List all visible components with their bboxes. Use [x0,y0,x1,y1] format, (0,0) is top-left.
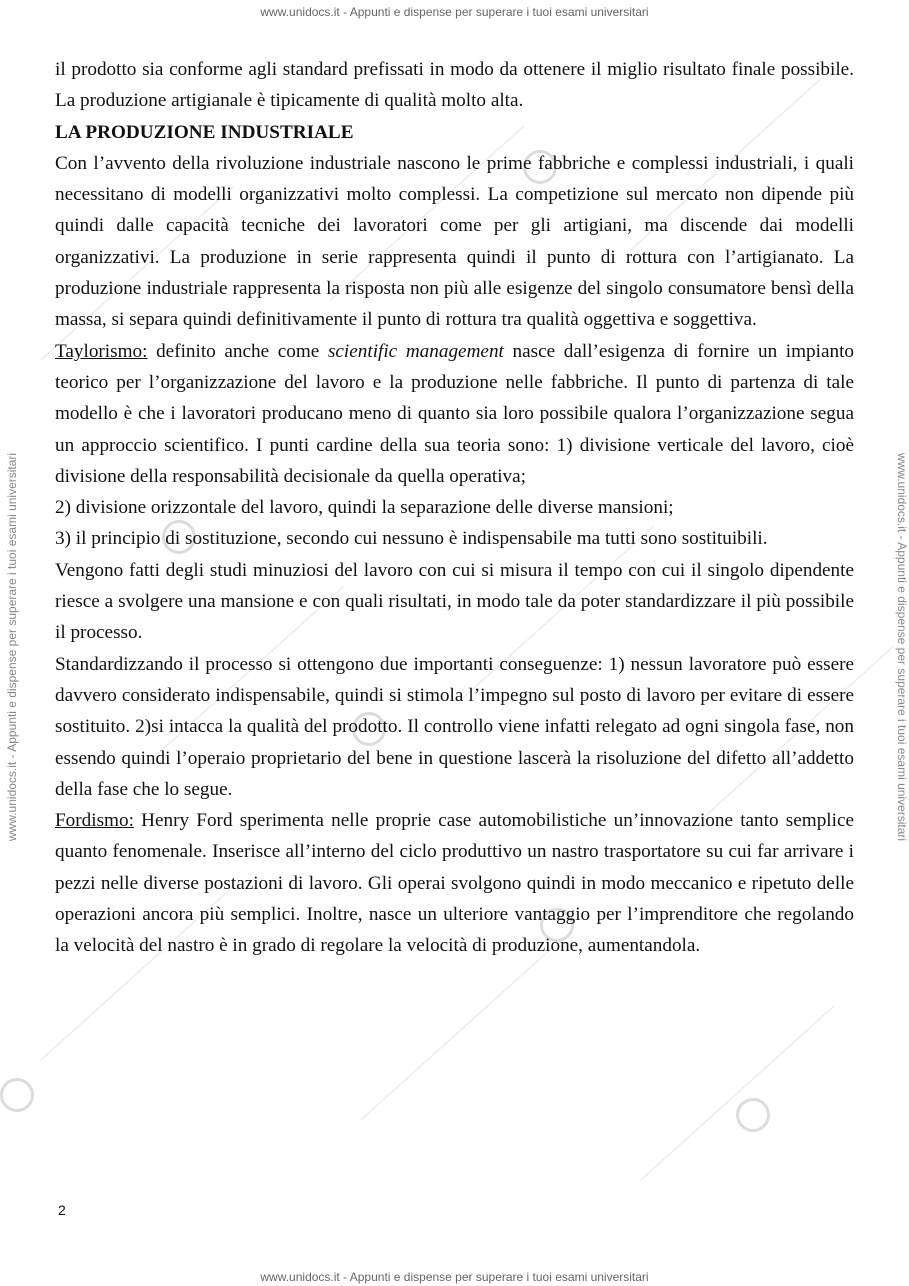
industrial-paragraph: Con l’avvento della rivoluzione industriale nascono le prime fabbriche e complessi industriali, i quali necessitano di modelli organizzativi molto complessi. La competizione sul mercato non dipende più quindi dalle capacità tecniche dei lavoratori come per gli artigiani, ma discende dai modelli organizzativi. La produzione in serie rappresenta quindi il punto di rottura con l’artigianato. La produzione industriale rappresenta la risposta non più alle esigenze del singolo consumatore bensì della massa, si separa quindi definitivamente il punto di rottura tra qualità oggettiva e soggettiva. [55,152,854,331]
watermark-left: www.unidocs.it - Appunti e dispense per superare i tuoi esami universitari [5,452,19,842]
section-heading: LA PRODUZIONE INDUSTRIALE [55,121,354,143]
taylorism-italic: scientific management [327,340,504,362]
document-body [55,54,854,962]
standardization-paragraph: Standardizzando il processo si ottengono due importanti conseguenze: 1) nessun lavoratore può essere davvero considerato indispensabile, quindi si stimola l’impegno sul posto di lavoro per evitare di essere sostituito. 2)si intacca la qualità del prodotto. Il controllo viene infatti relegato ad ogni singola fase, non essendo quindi l’operaio proprietario del bene in questione lascerà la risoluzione del difetto all’addetto della fase che lo segue. [55,653,854,800]
fordism-text: Henry Ford sperimenta nelle proprie case automobilistiche un’innovazione tanto semplice quanto fenomenale. Inserisce all’interno del ciclo produttivo un nastro trasportatore su cui far arrivare i pezzi nelle diverse postazioni di lavoro. Gli operai svolgono quindi in modo meccanico e ripetuto delle operazioni ancora più semplici. Inoltre, nasce un ulteriore vantaggio per l’imprenditore che regolando la velocità del nastro è in grado di regolare la velocità di produzione, aumentandola. [55,810,854,957]
point-three: 3) il principio di sostituzione, secondo cui nessuno è indispensabile ma tutti sono sostituibili. [55,528,768,550]
taylorism-paragraph [55,336,854,492]
fordism-paragraph [55,805,854,961]
taylorism-text-a: definito anche come [147,340,328,362]
unidocs-logo-icon [0,1078,34,1112]
watermark-footer: www.unidocs.it - Appunti e dispense per superare i tuoi esami universitari [260,1270,649,1284]
page-number: 2 [58,1202,66,1218]
point-two: 2) divisione orizzontale del lavoro, quindi la separazione delle diverse mansioni; [55,497,674,519]
watermark-header: www.unidocs.it - Appunti e dispense per superare i tuoi esami universitari [260,5,649,19]
taylorism-label: Taylorismo: [55,340,148,362]
watermark-line [640,1006,834,1181]
studies-paragraph: Vengono fatti degli studi minuziosi del lavoro con cui si misura il tempo con cui il singolo dipendente riesce a svolgere una mansione e con quali risultati, in modo tale da poter standardizzare il più possibile il processo. [55,559,854,644]
watermark-right: www.unidocs.it - Appunti e dispense per superare i tuoi esami universitari [895,452,909,842]
taylorism-text-b: nasce dall’esigenza di fornire un impianto teorico per l’organizzazione del lavoro e la produzione nelle fabbriche. Il punto di partenza di tale modello è che i lavoratori producano meno di quanto sia loro possibile qualora l’organizzazione segua un approccio scientifico. I punti cardine della sua teoria sono: 1) divisione verticale del lavoro, cioè divisione della responsabilità decisionale da quella operativa; [55,340,855,487]
intro-paragraph: il prodotto sia conforme agli standard prefissati in modo da ottenere il miglio risultato finale possibile. La produzione artigianale è tipicamente di qualità molto alta. [55,59,854,112]
unidocs-logo-icon [736,1098,770,1132]
fordism-label: Fordismo: [55,810,134,832]
watermark-line [360,946,554,1121]
